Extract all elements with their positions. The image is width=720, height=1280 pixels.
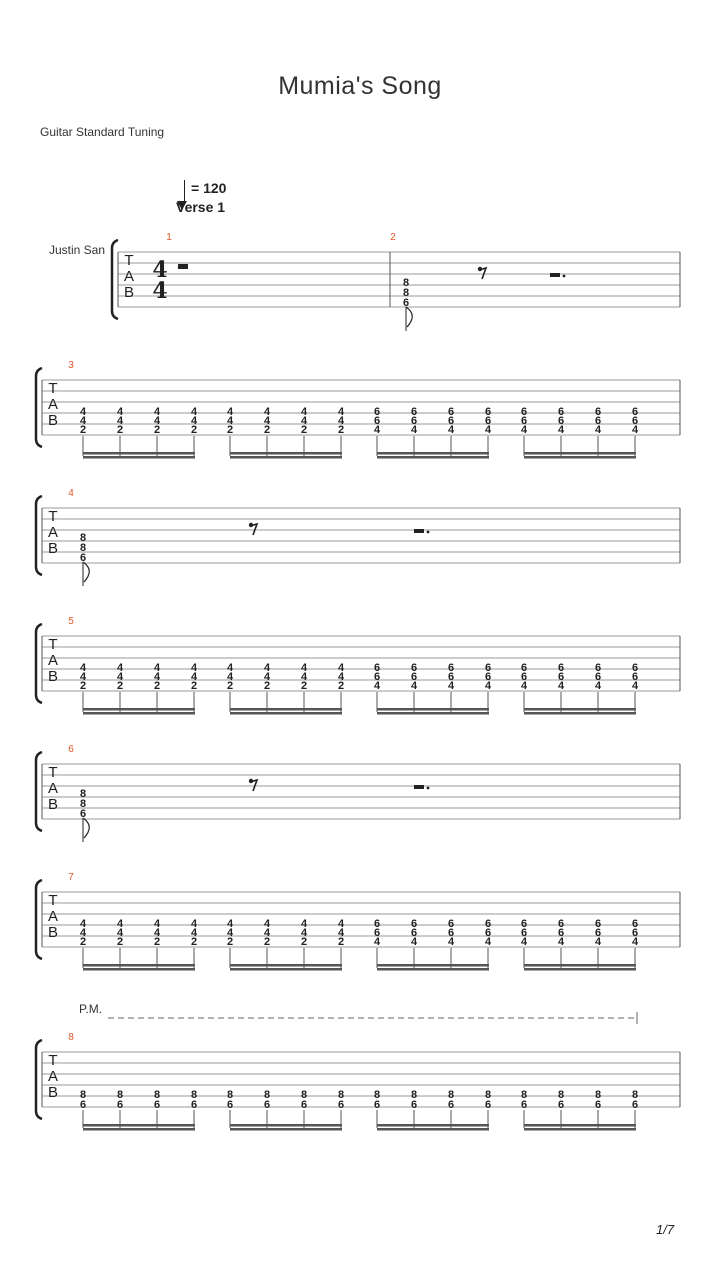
fret-number: 8	[79, 532, 87, 544]
beam	[377, 1128, 489, 1131]
fret-number: 4	[79, 927, 87, 939]
fret-number: 4	[337, 415, 345, 427]
beam	[524, 968, 636, 971]
beam	[230, 968, 342, 971]
fret-number: 8	[153, 1089, 161, 1101]
fret-number: 8	[484, 1089, 492, 1101]
beam	[524, 1124, 636, 1127]
page-indicator: 1/7	[656, 1222, 675, 1237]
section-label: Verse 1	[176, 199, 226, 215]
fret-number: 4	[116, 927, 124, 939]
fret-number: 4	[410, 424, 418, 436]
fret-number: 2	[153, 680, 161, 692]
beam	[377, 712, 489, 715]
tab-letter-b: B	[123, 284, 135, 301]
fret-number: 4	[116, 671, 124, 683]
fret-number: 2	[79, 424, 87, 436]
fret-number: 4	[263, 918, 271, 930]
beam	[230, 1128, 342, 1131]
tab-letter-t: T	[48, 380, 58, 397]
bar-number: 7	[68, 872, 74, 883]
fret-number: 4	[631, 424, 639, 436]
fret-number: 6	[520, 406, 528, 418]
fret-number: 6	[557, 662, 565, 674]
fret-number: 6	[79, 808, 87, 820]
fret-number: 4	[337, 918, 345, 930]
fret-number: 4	[631, 936, 639, 948]
fret-number: 8	[226, 1089, 234, 1101]
beam	[83, 968, 195, 971]
fret-number: 8	[116, 1089, 124, 1101]
beam	[83, 456, 195, 459]
fret-number: 4	[373, 680, 381, 692]
beam	[377, 456, 489, 459]
staff-bracket	[112, 240, 118, 319]
fret-number: 4	[594, 680, 602, 692]
staff-bracket	[36, 880, 42, 959]
beam	[377, 1124, 489, 1127]
fret-number: 6	[373, 662, 381, 674]
fret-number: 8	[79, 542, 87, 554]
fret-number: 2	[300, 424, 308, 436]
fret-number: 4	[520, 424, 528, 436]
fret-number: 8	[373, 1089, 381, 1101]
fret-number: 2	[79, 936, 87, 948]
fret-number: 6	[373, 1099, 381, 1111]
fret-number: 6	[484, 1099, 492, 1111]
fret-number: 6	[557, 671, 565, 683]
fret-number: 4	[410, 936, 418, 948]
beam	[230, 708, 342, 711]
tab-letter-a: A	[47, 780, 59, 797]
fret-number: 6	[520, 415, 528, 427]
fret-number: 4	[226, 406, 234, 418]
fret-number: 4	[631, 680, 639, 692]
tab-letter-a: A	[47, 1068, 59, 1085]
fret-number: 2	[79, 680, 87, 692]
fret-number: 4	[190, 918, 198, 930]
fret-number: 6	[520, 927, 528, 939]
fret-number: 2	[190, 680, 198, 692]
fret-number: 4	[263, 406, 271, 418]
beam	[524, 1128, 636, 1131]
bar-number: 8	[68, 1032, 74, 1043]
fret-number: 4	[79, 918, 87, 930]
fret-number: 6	[520, 671, 528, 683]
fret-number: 6	[190, 1099, 198, 1111]
fret-number: 4	[337, 662, 345, 674]
fret-number: 6	[631, 406, 639, 418]
tab-letter-a: A	[47, 908, 59, 925]
eighth-rest-icon	[249, 779, 257, 791]
fret-number: 6	[557, 415, 565, 427]
fret-number: 6	[594, 671, 602, 683]
tab-letter-t: T	[124, 252, 134, 269]
fret-number: 4	[153, 918, 161, 930]
tab-staff	[36, 880, 680, 959]
beam	[83, 712, 195, 715]
tempo-marking: = 120	[191, 180, 227, 196]
fret-number: 4	[79, 671, 87, 683]
fret-number: 4	[153, 415, 161, 427]
fret-number: 4	[484, 424, 492, 436]
beam	[230, 964, 342, 967]
fret-number: 8	[520, 1089, 528, 1101]
fret-number: 2	[337, 936, 345, 948]
fret-number: 2	[337, 680, 345, 692]
beam	[524, 452, 636, 455]
fret-number: 8	[300, 1089, 308, 1101]
fret-number: 4	[373, 936, 381, 948]
fret-number: 4	[79, 415, 87, 427]
fret-number: 4	[153, 671, 161, 683]
fret-number: 6	[594, 1099, 602, 1111]
fret-number: 6	[410, 662, 418, 674]
tab-letter-b: B	[47, 796, 59, 813]
eighth-rest-icon	[249, 523, 257, 535]
tab-letter-a: A	[123, 268, 135, 285]
fret-number: 4	[226, 918, 234, 930]
fret-number: 4	[300, 662, 308, 674]
staff-bracket	[36, 624, 42, 703]
fret-number: 4	[300, 918, 308, 930]
fret-number: 6	[153, 1099, 161, 1111]
tab-staff	[36, 496, 680, 575]
fret-number: 6	[594, 415, 602, 427]
fret-number: 6	[631, 662, 639, 674]
fret-number: 6	[410, 415, 418, 427]
fret-number: 6	[520, 1099, 528, 1111]
fret-number: 2	[116, 680, 124, 692]
fret-number: 6	[410, 406, 418, 418]
fret-number: 2	[263, 680, 271, 692]
tab-staff	[36, 1040, 680, 1119]
beam	[377, 452, 489, 455]
fret-number: 4	[226, 671, 234, 683]
beam	[377, 968, 489, 971]
staff-bracket	[36, 368, 42, 447]
bar-number: 4	[68, 488, 74, 499]
beam	[230, 712, 342, 715]
tab-letter-b: B	[47, 668, 59, 685]
fret-number: 6	[520, 918, 528, 930]
fret-number: 6	[484, 918, 492, 930]
song-title: Mumia's Song	[278, 72, 442, 100]
fret-number: 6	[373, 671, 381, 683]
fret-number: 2	[116, 424, 124, 436]
beam	[83, 708, 195, 711]
fret-number: 2	[153, 424, 161, 436]
fret-number: 4	[116, 662, 124, 674]
fret-number: 4	[190, 662, 198, 674]
fret-number: 6	[410, 671, 418, 683]
bar-number: 6	[68, 744, 74, 755]
fret-number: 6	[373, 927, 381, 939]
fret-number: 4	[263, 662, 271, 674]
fret-number: 4	[300, 671, 308, 683]
bar-number: 3	[68, 360, 74, 371]
fret-number: 6	[116, 1099, 124, 1111]
fret-number: 4	[116, 406, 124, 418]
fret-number: 6	[520, 662, 528, 674]
fret-number: 6	[447, 671, 455, 683]
fret-number: 6	[557, 1099, 565, 1111]
palm-mute-label: P.M.	[79, 1002, 103, 1016]
fret-number: 6	[447, 415, 455, 427]
fret-number: 2	[300, 936, 308, 948]
fret-number: 6	[373, 415, 381, 427]
bar-number: 1	[166, 232, 172, 243]
fret-number: 8	[557, 1089, 565, 1101]
tab-letter-a: A	[47, 524, 59, 541]
fret-number: 4	[337, 671, 345, 683]
whole-rest-icon	[178, 264, 188, 269]
fret-number: 4	[190, 415, 198, 427]
tab-letter-b: B	[47, 1084, 59, 1101]
fret-number: 6	[447, 1099, 455, 1111]
fret-number: 6	[484, 662, 492, 674]
fret-number: 6	[631, 671, 639, 683]
fret-number: 4	[226, 927, 234, 939]
fret-number: 8	[447, 1089, 455, 1101]
fret-number: 8	[402, 277, 410, 289]
fret-number: 6	[631, 927, 639, 939]
fret-number: 2	[263, 424, 271, 436]
fret-number: 6	[373, 406, 381, 418]
beam	[524, 708, 636, 711]
fret-number: 4	[79, 406, 87, 418]
fret-number: 6	[373, 918, 381, 930]
fret-number: 4	[594, 424, 602, 436]
fret-number: 4	[557, 936, 565, 948]
fret-number: 4	[263, 927, 271, 939]
fret-number: 2	[190, 424, 198, 436]
fret-number: 6	[594, 662, 602, 674]
note-stem-icon	[406, 307, 412, 331]
beam	[83, 964, 195, 967]
fret-number: 4	[447, 680, 455, 692]
fret-number: 4	[594, 936, 602, 948]
tab-letter-b: B	[47, 412, 59, 429]
fret-number: 8	[79, 1089, 87, 1101]
fret-number: 2	[190, 936, 198, 948]
beam	[377, 708, 489, 711]
eighth-rest-icon	[478, 267, 486, 279]
tab-staff	[36, 368, 680, 447]
tab-letter-t: T	[48, 764, 58, 781]
fret-number: 8	[631, 1089, 639, 1101]
fret-number: 4	[484, 680, 492, 692]
fret-number: 6	[594, 918, 602, 930]
tab-letter-t: T	[48, 892, 58, 909]
fret-number: 6	[337, 1099, 345, 1111]
fret-number: 2	[153, 936, 161, 948]
fret-number: 2	[300, 680, 308, 692]
fret-number: 4	[557, 424, 565, 436]
fret-number: 4	[190, 927, 198, 939]
fret-number: 6	[447, 927, 455, 939]
beam	[524, 456, 636, 459]
bar-number: 5	[68, 616, 74, 627]
tab-letter-b: B	[47, 540, 59, 557]
staff-bracket	[36, 1040, 42, 1119]
fret-number: 6	[631, 918, 639, 930]
fret-number: 4	[79, 662, 87, 674]
fret-number: 6	[594, 927, 602, 939]
beam	[524, 964, 636, 967]
fret-number: 6	[447, 662, 455, 674]
fret-number: 6	[410, 918, 418, 930]
beam	[83, 452, 195, 455]
fret-number: 4	[373, 424, 381, 436]
fret-number: 4	[226, 662, 234, 674]
tab-letter-a: A	[47, 652, 59, 669]
fret-number: 4	[190, 671, 198, 683]
fret-number: 2	[226, 680, 234, 692]
tab-letter-a: A	[47, 396, 59, 413]
fret-number: 8	[337, 1089, 345, 1101]
staff-bracket	[36, 752, 42, 831]
time-signature-top: 4	[152, 257, 168, 283]
fret-number: 6	[447, 918, 455, 930]
fret-number: 4	[263, 415, 271, 427]
fret-number: 6	[557, 406, 565, 418]
fret-number: 4	[153, 927, 161, 939]
fret-number: 6	[631, 1099, 639, 1111]
time-signature-bottom: 4	[152, 278, 168, 304]
fret-number: 8	[410, 1089, 418, 1101]
tab-letter-t: T	[48, 636, 58, 653]
fret-number: 8	[79, 788, 87, 800]
beam	[83, 1124, 195, 1127]
fret-number: 2	[263, 936, 271, 948]
fret-number: 4	[520, 680, 528, 692]
fret-number: 4	[557, 680, 565, 692]
fret-number: 6	[79, 552, 87, 564]
fret-number: 4	[300, 415, 308, 427]
fret-number: 4	[116, 415, 124, 427]
fret-number: 8	[594, 1089, 602, 1101]
tab-staff	[36, 624, 680, 703]
fret-number: 6	[263, 1099, 271, 1111]
fret-number: 6	[410, 1099, 418, 1111]
fret-number: 4	[153, 406, 161, 418]
fret-number: 8	[190, 1089, 198, 1101]
fret-number: 6	[557, 918, 565, 930]
fret-number: 6	[447, 406, 455, 418]
fret-number: 6	[631, 415, 639, 427]
instrument-name: Justin San	[49, 243, 106, 257]
beam	[377, 964, 489, 967]
fret-number: 6	[557, 927, 565, 939]
fret-number: 4	[116, 918, 124, 930]
fret-number: 8	[402, 287, 410, 299]
beam	[230, 452, 342, 455]
fret-number: 2	[337, 424, 345, 436]
fret-number: 2	[226, 936, 234, 948]
fret-number: 2	[226, 424, 234, 436]
fret-number: 4	[226, 415, 234, 427]
tab-staff	[36, 752, 680, 831]
tab-letter-t: T	[48, 1052, 58, 1069]
tuning-label: Guitar Standard Tuning	[40, 125, 165, 139]
note-stem-icon	[83, 818, 89, 842]
beam	[230, 1124, 342, 1127]
beam	[83, 1128, 195, 1131]
fret-number: 8	[263, 1089, 271, 1101]
fret-number: 6	[484, 415, 492, 427]
fret-number: 6	[402, 297, 410, 309]
fret-number: 6	[484, 927, 492, 939]
fret-number: 4	[337, 406, 345, 418]
fret-number: 4	[520, 936, 528, 948]
fret-number: 4	[190, 406, 198, 418]
fret-number: 4	[300, 406, 308, 418]
note-stem-icon	[83, 562, 89, 586]
fret-number: 4	[410, 680, 418, 692]
fret-number: 4	[447, 936, 455, 948]
beam	[230, 456, 342, 459]
fret-number: 8	[79, 798, 87, 810]
fret-number: 6	[79, 1099, 87, 1111]
tab-letter-b: B	[47, 924, 59, 941]
fret-number: 4	[153, 662, 161, 674]
fret-number: 4	[300, 927, 308, 939]
fret-number: 4	[447, 424, 455, 436]
fret-number: 6	[226, 1099, 234, 1111]
tab-staff	[112, 240, 680, 319]
fret-number: 4	[263, 671, 271, 683]
tab-letter-t: T	[48, 508, 58, 525]
fret-number: 4	[337, 927, 345, 939]
fret-number: 2	[116, 936, 124, 948]
fret-number: 6	[484, 406, 492, 418]
fret-number: 6	[300, 1099, 308, 1111]
beam	[524, 712, 636, 715]
fret-number: 6	[594, 406, 602, 418]
staff-bracket	[36, 496, 42, 575]
fret-number: 4	[484, 936, 492, 948]
fret-number: 6	[410, 927, 418, 939]
bar-number: 2	[390, 232, 396, 243]
fret-number: 6	[484, 671, 492, 683]
